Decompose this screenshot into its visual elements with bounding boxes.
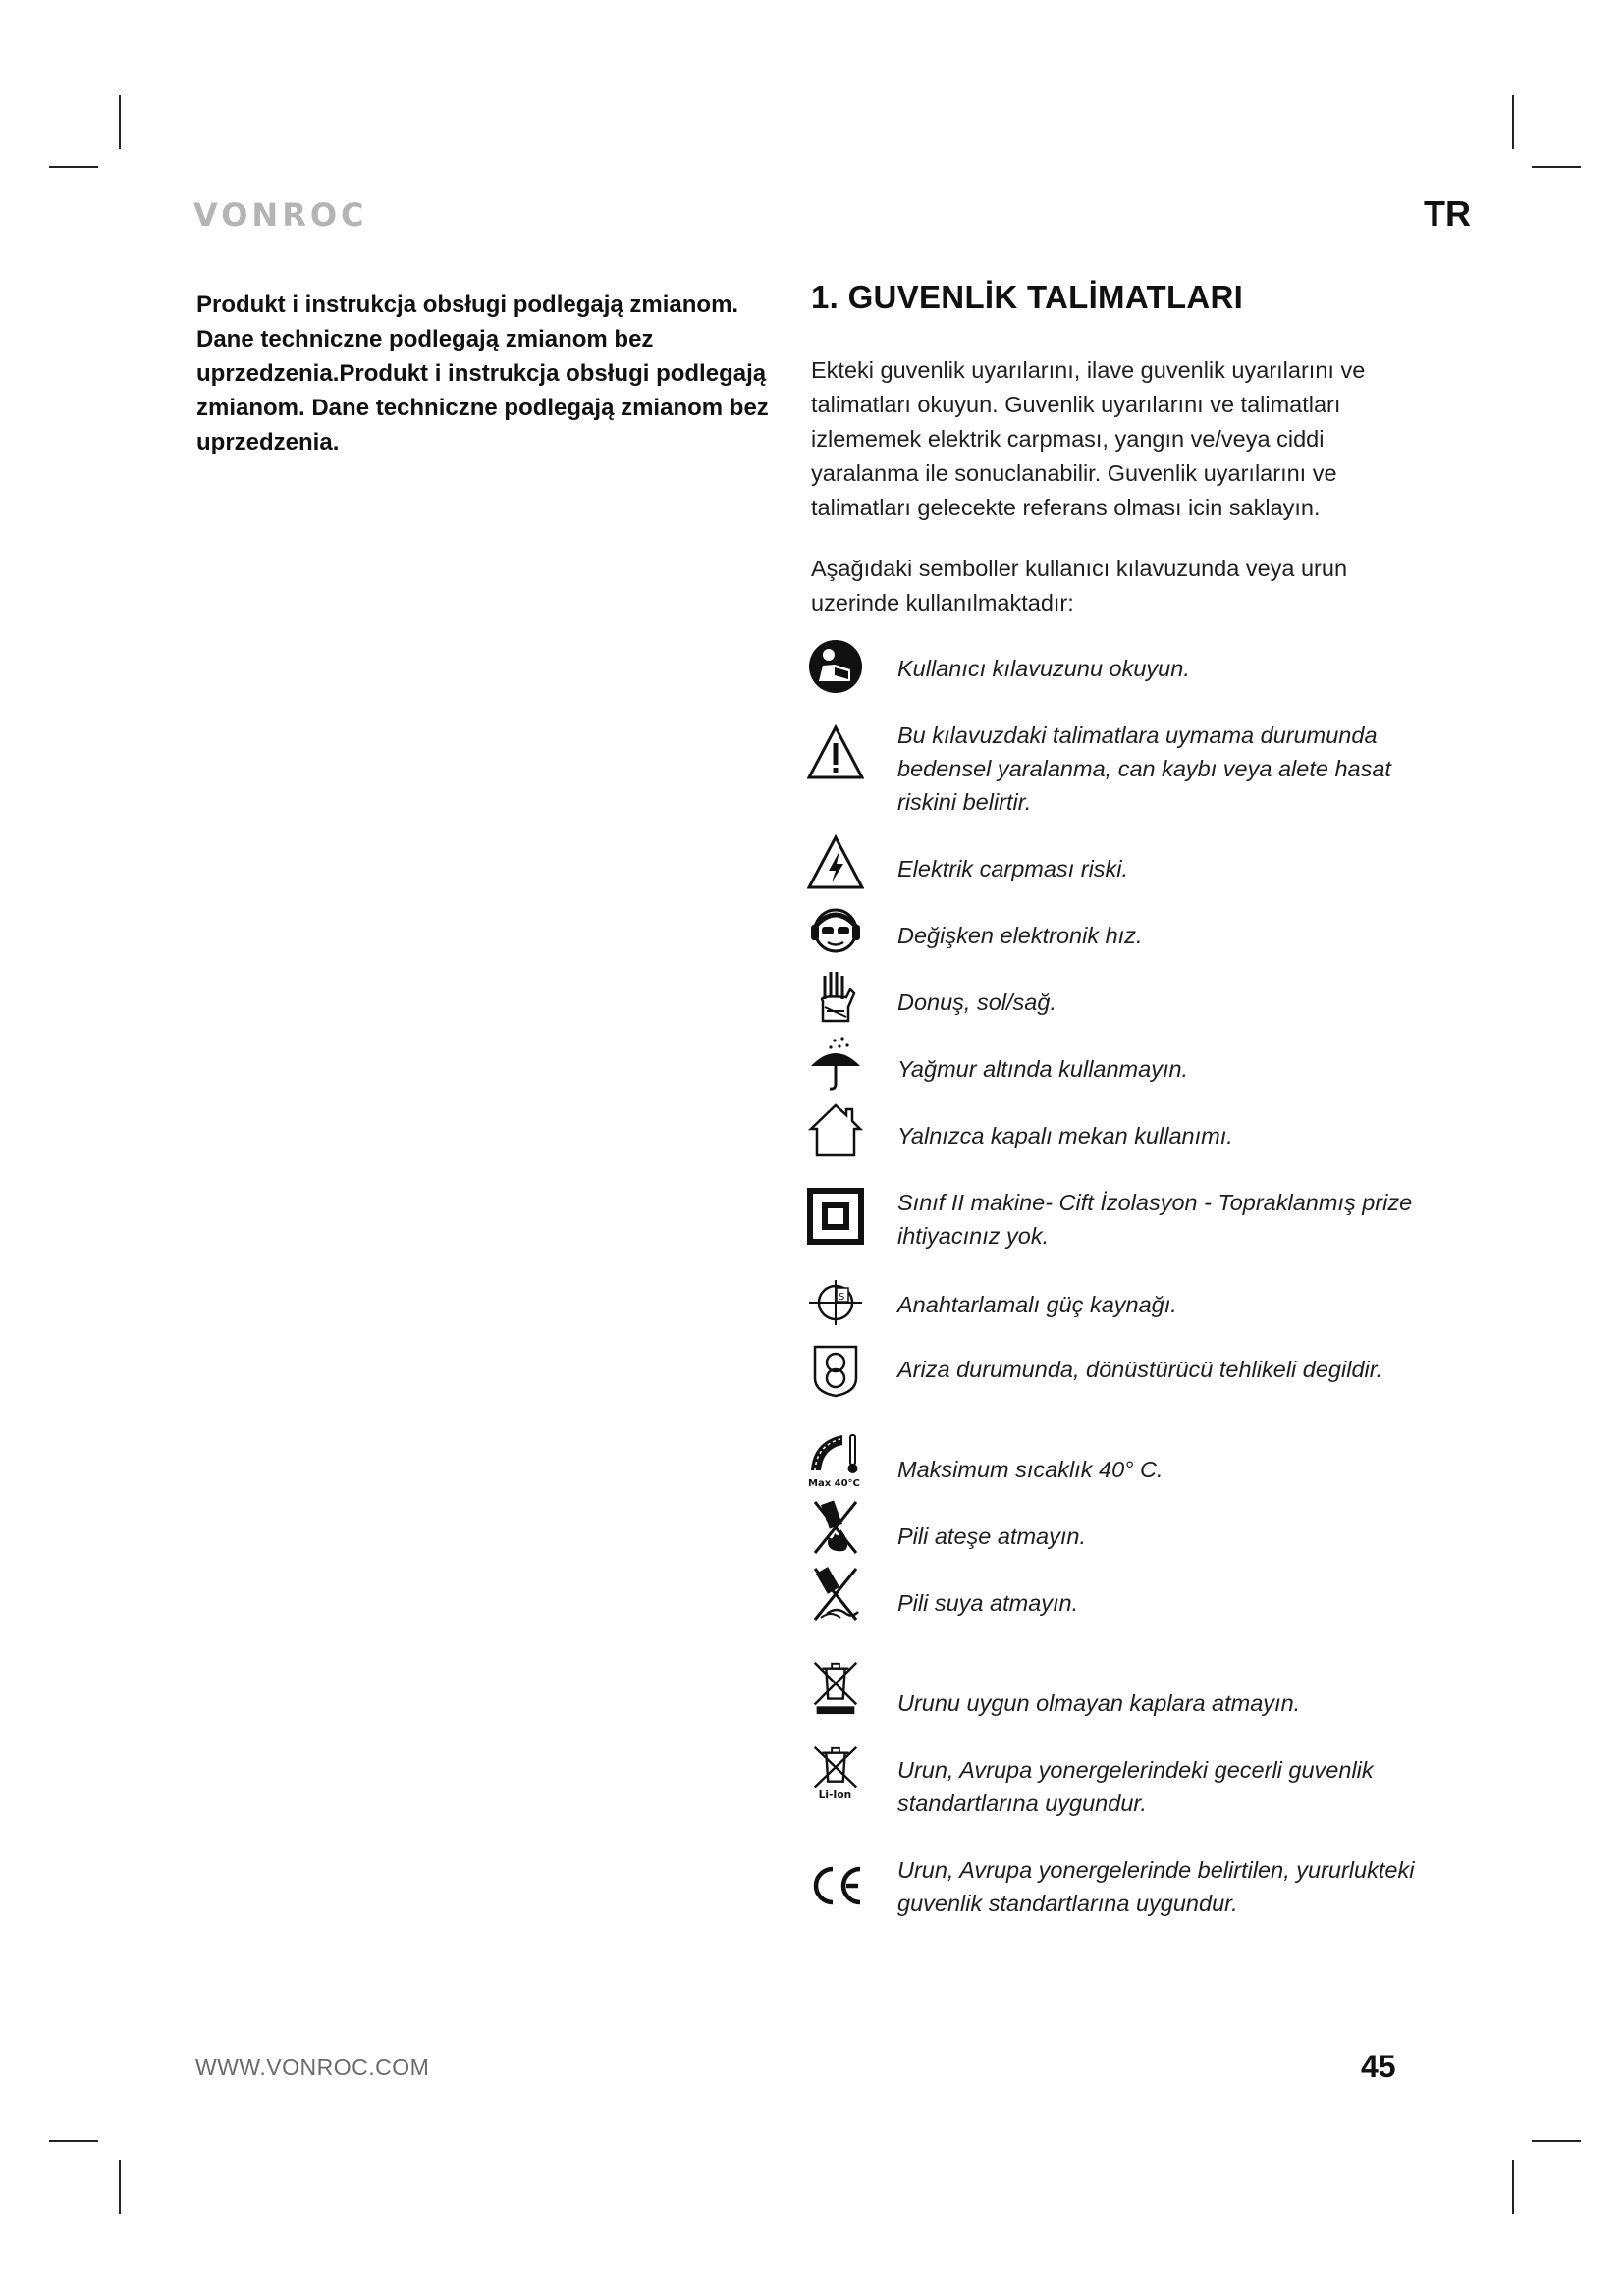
language-code: TR [1424,193,1471,234]
brand-logo [193,196,390,237]
symbol-text: Yağmur altında kullanmayın. [897,1056,1189,1082]
crop-mark [1532,2140,1581,2142]
left-note: Produkt i instrukcja obsługi podlegają zmianom. Dane techniczne podlegają zmianom bez uprzedzenia.Produkt i instrukcja obsługi podlegają zmianom. Dane techniczne podlegają zmianom bez uprzedzenia. [196,292,769,455]
crop-mark [1512,95,1514,149]
crop-mark [1532,166,1581,168]
symbol-text: Pili suya atmayın. [897,1590,1079,1616]
symbols-intro: Aşağıdaki semboller kullanıcı kılavuzunda veya urun uzerinde kullanılmaktadır: [811,556,1348,615]
symbol-text: Donuş, sol/sağ. [897,989,1056,1015]
li-ion-bin-icon [807,1743,864,1800]
symbol-text: Anahtarlamalı güç kaynağı. [897,1292,1177,1317]
read-manual-icon [807,638,864,695]
footer-url: WWW.VONROC.COM [195,2055,430,2080]
electric-shock-icon [807,834,864,891]
symbol-text: Bu kılavuzdaki talimatlara uymama durumunda bedensel yaralanma, can kaybı veya alete hasat riskini belirtir. [897,722,1391,815]
no-fire-battery-icon [807,1498,864,1555]
switch-mode-psu-icon [807,1274,864,1331]
symbol-text: Urunu uygun olmayan kaplara atmayın. [897,1690,1301,1716]
no-water-battery-icon [807,1565,864,1622]
crop-mark [1512,2160,1514,2214]
symbol-text: Kullanıcı kılavuzunu okuyun. [897,656,1190,681]
gloves-icon [807,968,864,1025]
symbol-text: Yalnızca kapalı mekan kullanımı. [897,1123,1233,1148]
indoor-house-icon [807,1101,864,1158]
warning-triangle-icon [807,724,864,781]
crop-mark [49,2140,98,2142]
symbol-text: Değişken elektronik hız. [897,923,1143,948]
intro-paragraph: Ekteki guvenlik uyarılarını, ilave guvenlik uyarılarını ve talimatları okuyun. Guvenlik uyarılarını ve talimatları izlememek elektrik carpması, yangın ve/veya ciddi yaralanma ile sonuclanabilir. Guvenlik uyarılarını ve talimatları gelecekte referans olması icin saklayın. [811,357,1366,520]
svg-text:Max 40°C: Max 40°C [808,1478,860,1488]
section-heading: 1. GUVENLİK TALİMATLARI [811,279,1244,315]
ce-mark-icon [807,1857,864,1914]
symbol-text: Urun, Avrupa yonergelerindeki gecerli guvenlik standartlarına uygundur. [897,1757,1374,1816]
crop-mark [49,166,98,168]
rain-umbrella-icon [807,1035,864,1092]
crop-mark [119,95,121,149]
symbol-text: Elektrik carpması riski. [897,856,1129,881]
class-ii-icon [807,1188,864,1245]
symbol-text: Sınıf II makine- Cift İzolasyon - Topraklanmış prize ihtiyacınız yok. [897,1190,1413,1249]
weee-bin-icon [807,1659,864,1716]
symbol-text: Ariza durumunda, dönüstürücü tehlikeli degildir. [897,1357,1383,1382]
svg-text:S: S [839,1292,845,1303]
page-number: 45 [1361,2049,1396,2084]
symbol-text: Maksimum sıcaklık 40° C. [897,1457,1164,1482]
symbol-text: Pili ateşe atmayın. [897,1523,1087,1549]
max-temperature-icon [807,1431,864,1488]
protective-gear-icon [807,901,864,958]
svg-text:Li-Ion: Li-Ion [818,1789,852,1800]
symbol-text: Urun, Avrupa yonergelerinde belirtilen, yururlukteki guvenlik standartlarına uygundur. [897,1857,1415,1916]
fail-safe-transformer-icon [807,1341,864,1398]
svg-text:VONROC: VONROC [193,196,368,232]
crop-mark [119,2160,121,2214]
